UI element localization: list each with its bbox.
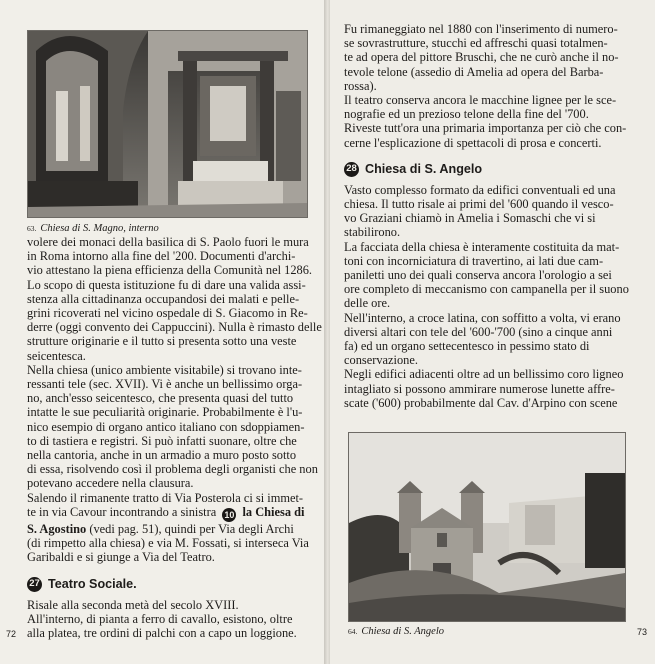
text-line: ore completo di meccanismo con campanella per il suono — [344, 282, 629, 297]
text-line: Lo scopo di questa istituzione fu di dare una valida assi- — [27, 277, 306, 292]
caption-text: Chiesa di S. Angelo — [361, 626, 445, 637]
section-heading-teatro — [27, 577, 322, 592]
caption-number: 63. — [27, 224, 37, 233]
section-number-badge: 27 — [27, 577, 42, 592]
text-line: no, anch'esso seicentesco, che presenta quasi del tutto — [27, 391, 294, 406]
text-line: paniletti uno dei quali conserva ancora l'orologio a sei — [344, 268, 612, 283]
text-line: diversi altari con tele del '600-'700 (sino a cinque anni — [344, 324, 613, 339]
ref-text-after: la Chiesa di — [242, 504, 305, 519]
text-line: nella cantoria, anche in un armadio a muro posto sotto — [27, 448, 297, 463]
photo-san-magno-interior — [27, 30, 308, 218]
text-line: Negli edifici adiacenti oltre ad un bellissimo coro ligneo — [344, 367, 624, 382]
ref-text-before: te in via Cavour incontrando a sinistra — [27, 504, 217, 519]
section-number-badge: 28 — [344, 162, 359, 177]
text-line: grini ricoverati nel vicino ospedale di S. Giacomo in Re- — [27, 306, 308, 321]
right-body-text — [344, 22, 629, 410]
text-line: strutture originarie e il tutto si presenta sotto una veste — [27, 334, 297, 349]
left-body-text — [27, 235, 322, 640]
photo-caption — [348, 626, 444, 637]
text-line: Vasto complesso formato da edifici conventuali ed una — [344, 182, 616, 197]
text-line: te ad opera del pittore Bruschi, che ne curò anche il no- — [344, 50, 619, 65]
text-line: in Roma intorno alla fine del '200. Documenti d'archi- — [27, 249, 296, 264]
text-line: rossa). — [344, 78, 377, 93]
text-line: nico esempio di organo antico italiano con sdoppiamen- — [27, 419, 305, 434]
text-span: Garibaldi e si giunge a Via del Teatro. — [27, 550, 215, 565]
text-line: Fu rimaneggiato nel 1880 con l'inserimento di numero- — [344, 22, 618, 36]
text-line: Nell'interno, a croce latina, con soffitto a volta, vi erano — [344, 310, 621, 325]
text-line — [27, 550, 322, 564]
caption-text: Chiesa di S. Magno, interno — [40, 223, 159, 234]
text-line: toni con incorniciatura di travertino, ai lati due cam- — [344, 253, 604, 268]
text-line: conservazione. — [344, 353, 418, 368]
text-line: Risale alla seconda metà del secolo XVIII. — [27, 597, 239, 612]
text-line: fa) ed un organo settecentesco in pessimo stato di — [344, 339, 590, 354]
right-page — [330, 0, 655, 664]
caption-number: 64. — [348, 627, 358, 636]
text-line: derre (oggi convento dei Cappuccini). Nulla è rimasto delle — [27, 320, 322, 335]
text-line: alla platea, tre ordini di palchi con a capo un loggione. — [27, 625, 297, 640]
text-line: seicentesca. — [27, 348, 86, 363]
text-line — [27, 522, 322, 536]
text-line — [27, 536, 322, 550]
text-line: All'interno, di pianta a ferro di cavallo, esistono, oltre — [27, 611, 293, 626]
section-title: Chiesa di S. Angelo — [365, 162, 483, 177]
text-line: cerne l'esplicazione di spettacoli di prosa e concerti. — [344, 135, 602, 150]
photo-san-angelo — [348, 432, 626, 622]
section-title: Teatro Sociale. — [48, 576, 137, 591]
page-number: 72 — [6, 629, 17, 639]
text-line: Il teatro conserva ancora le macchine lignee per le sce- — [344, 93, 617, 108]
text-line: to di tastiera e registri. Si può infatti suonare, oltre che — [27, 433, 297, 448]
text-line: stenza alla cittadinanza occupandosi dei malati e pelle- — [27, 291, 300, 306]
text-line: vo Graziani chiamò in Amelia i Somaschi che vi si — [344, 211, 596, 226]
text-line: se sovrastrutture, stucchi ed affreschi quasi totalmen- — [344, 36, 608, 51]
section-heading-sangelo — [344, 162, 629, 177]
church-exterior-image — [349, 433, 625, 621]
text-line: La facciata della chiesa è interamente costituita da mat- — [344, 239, 620, 254]
text-line: Nella chiesa (unico ambiente visitabile) si trovano inte- — [27, 362, 302, 377]
text-span: (di rimpetto alla chiesa) e via M. Fossati, si interseca Via — [27, 536, 309, 551]
text-line: chiesa. Il tutto risale ai primi del '600 quando il vesco- — [344, 197, 614, 212]
text-line: Riveste tutt'ora una primaria importanza per ciò che con- — [344, 121, 627, 136]
text-line: potevano accedere nella clausura. — [27, 476, 194, 491]
text-line: stabilirono. — [344, 225, 401, 240]
church-interior-image — [28, 31, 307, 217]
left-page — [0, 0, 326, 664]
page-number: 73 — [637, 627, 648, 637]
text-line: scate ('600) probabilmente dal Cav. d'Arpino con scene — [344, 395, 618, 410]
bold-reference: S. Agostino — [27, 521, 87, 536]
text-span: (vedi pag. 51), quindi per Via degli Archi — [86, 521, 294, 536]
text-line: intatte le sue peculiarità originarie. Probabilmente è l'u- — [27, 405, 303, 420]
text-line: vio attestano la piena efficienza della Comunità nel 1286. — [27, 263, 313, 278]
photo-caption — [27, 223, 159, 234]
route-number-badge: 10 — [222, 508, 236, 522]
reference-line — [27, 505, 322, 522]
text-line: delle ore. — [344, 296, 391, 311]
text-line: di essa, risolvendo così il problema degli organisti che non — [27, 462, 318, 477]
text-line: intagliato si possono ammirare numerose lunette affre- — [344, 381, 615, 396]
text-line: nografie ed un prezioso telone della fine del '700. — [344, 107, 589, 122]
text-line: Salendo il rimanente tratto di Via Posterola ci si immet- — [27, 490, 304, 505]
text-line: ressanti tele (sec. XVII). Vi è anche un bellissimo orga- — [27, 377, 303, 392]
text-line: tevole telone (assedio di Amelia ad opera del Barba- — [344, 64, 604, 79]
text-line: volere dei monaci della basilica di S. Paolo fuori le mura — [27, 235, 309, 249]
